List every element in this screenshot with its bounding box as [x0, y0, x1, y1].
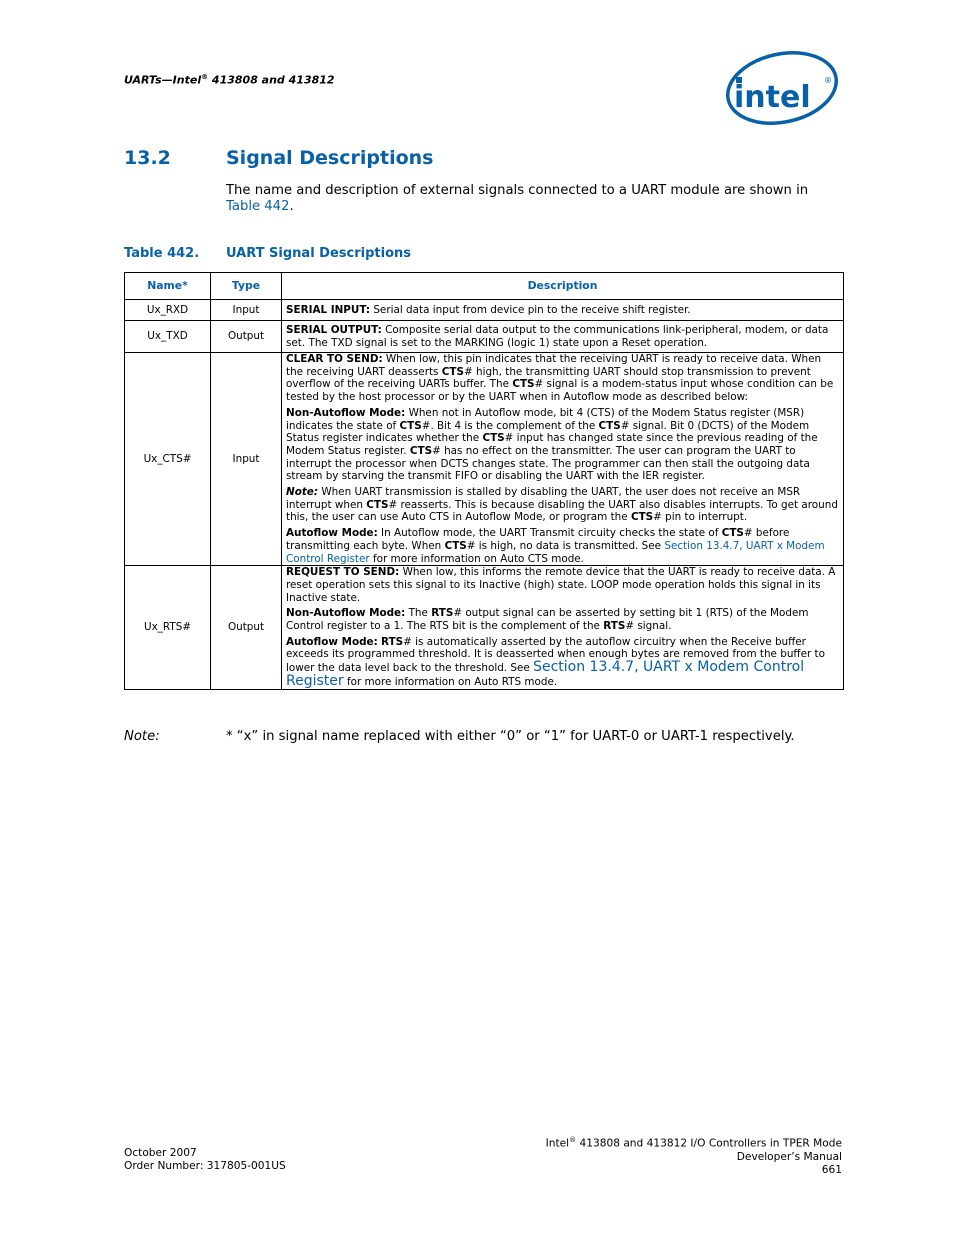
table-header-row	[125, 273, 844, 300]
non-autoflow-paragraph: Non-Autoflow Mode: The RTS# output signal can be asserted by setting bit 1 (RTS) of the Modem Control register to a 1. The RTS bit is the complement of the RTS# signal.	[286, 607, 809, 633]
signal-type: Input	[211, 300, 282, 321]
signal-type: Input	[211, 353, 282, 566]
header-name: Name*	[125, 273, 211, 300]
signal-description	[282, 353, 844, 566]
header-description: Description	[282, 273, 844, 300]
modem-control-register-link[interactable]: Section 13.4.7, UART x Modem Control Register	[286, 659, 805, 689]
footer-date: October 2007	[124, 1147, 197, 1159]
signal-name: Ux_RXD	[125, 300, 211, 321]
footer-order-number: Order Number: 317805-001US	[124, 1160, 286, 1172]
footer-right	[546, 1134, 842, 1177]
autoflow-paragraph: Autoflow Mode: In Autoflow mode, the UART Transmit circuity checks the state of CTS# before transmitting each byte. When CTS# is high, no data is transmitted. See Section 13.4.7, UART x Modem Control Register for more information on Auto CTS mode.	[286, 527, 825, 565]
running-header: UARTs—Intel® 413808 and 413812	[124, 73, 335, 87]
signal-type: Output	[211, 566, 282, 689]
header-type: Type	[211, 273, 282, 300]
table-row	[125, 321, 844, 353]
signal-name: Ux_CTS#	[125, 353, 211, 566]
page-number: 661	[821, 1163, 842, 1176]
svg-text:®: ®	[824, 76, 832, 85]
signal-name: Ux_TXD	[125, 321, 211, 353]
svg-text:intel: intel	[734, 80, 811, 115]
table-caption-number: Table 442.	[124, 246, 200, 261]
footer-left	[124, 1147, 286, 1173]
section-title: Signal Descriptions	[226, 147, 434, 169]
signal-description	[282, 566, 844, 689]
intel-logo	[724, 48, 842, 132]
note-paragraph: Note: When UART transmission is stalled by disabling the UART, the user does not receive an MSR interrupt when CTS# reasserts. This is because disabling the UART also disables interrupts. To get around this, the user can use Auto CTS in Autoflow Mode, or program the CTS# pin to interrupt.	[286, 486, 838, 524]
signal-table	[124, 272, 844, 690]
autoflow-paragraph: Autoflow Mode: RTS# is automatically asserted by the autoflow circuitry when the Receive buffer exceeds its programmed threshold. It is deasserted when enough bytes are removed from the buffer to lower the data level back to the threshold. See Section 13.4.7, UART x Modem Control Register for more information on Auto RTS mode.	[286, 635, 825, 689]
table-caption-title: UART Signal Descriptions	[226, 246, 411, 261]
clear-to-send-paragraph: CLEAR TO SEND: When low, this pin indicates that the receiving UART is ready to receive data. When the receiving UART deasserts CTS# high, the transmitting UART should stop transmission to prevent overflow of the receiving UARTs buffer. The CTS# signal is a modem-status input whose condition can be tested by the host processor or by the UART when in Autoflow mode as described below:	[286, 353, 834, 404]
intro-paragraph: The name and description of external signals connected to a UART module are shown in Table 442.	[226, 183, 809, 214]
modem-control-register-link[interactable]: Section 13.4.7, UART x Modem Control Register	[286, 539, 825, 565]
note-text: * “x” in signal name replaced with either “0” or “1” for UART-0 or UART-1 respectively.	[226, 729, 795, 744]
table-link[interactable]: Table 442	[226, 199, 290, 214]
non-autoflow-paragraph: Non-Autoflow Mode: When not in Autoflow mode, bit 4 (CTS) of the Modem Status register (MSR) indicates the state of CTS#. Bit 4 is the complement of the CTS# signal. Bit 0 (DCTS) of the Modem Status register indicates whether the CTS# input has changed state since the previous reading of the Modem Status register. CTS# has no effect on the transmitter. The user can program the UART to interrupt the processor when DCTS changes state. The programmer can then stall the outgoing data stream by starving the transmit FIFO or disabling the UART with the IER register.	[286, 406, 818, 483]
section-number: 13.2	[124, 147, 171, 169]
footer-doc-type: Developer’s Manual	[736, 1150, 842, 1163]
table-row	[125, 566, 844, 689]
signal-description: SERIAL INPUT: Serial data input from device pin to the receive shift register.	[282, 300, 844, 321]
signal-type: Output	[211, 321, 282, 353]
request-to-send-paragraph: REQUEST TO SEND: When low, this informs the remote device that the UART is ready to receive data. A reset operation sets this signal to its Inactive (high) state. LOOP mode operation holds this signal in its Inactive state.	[286, 566, 836, 604]
note-label: Note:	[124, 729, 160, 744]
table-row	[125, 353, 844, 566]
signal-name: Ux_RTS#	[125, 566, 211, 689]
footer-doc-title: Intel® 413808 and 413812 I/O Controllers in TPER Mode	[545, 1136, 842, 1150]
signal-description: SERIAL OUTPUT: Composite serial data output to the communications link-peripheral, modem, or data set. The TXD signal is set to the MARKING (logic 1) state upon a Reset operation.	[282, 321, 844, 353]
table-row	[125, 300, 844, 321]
